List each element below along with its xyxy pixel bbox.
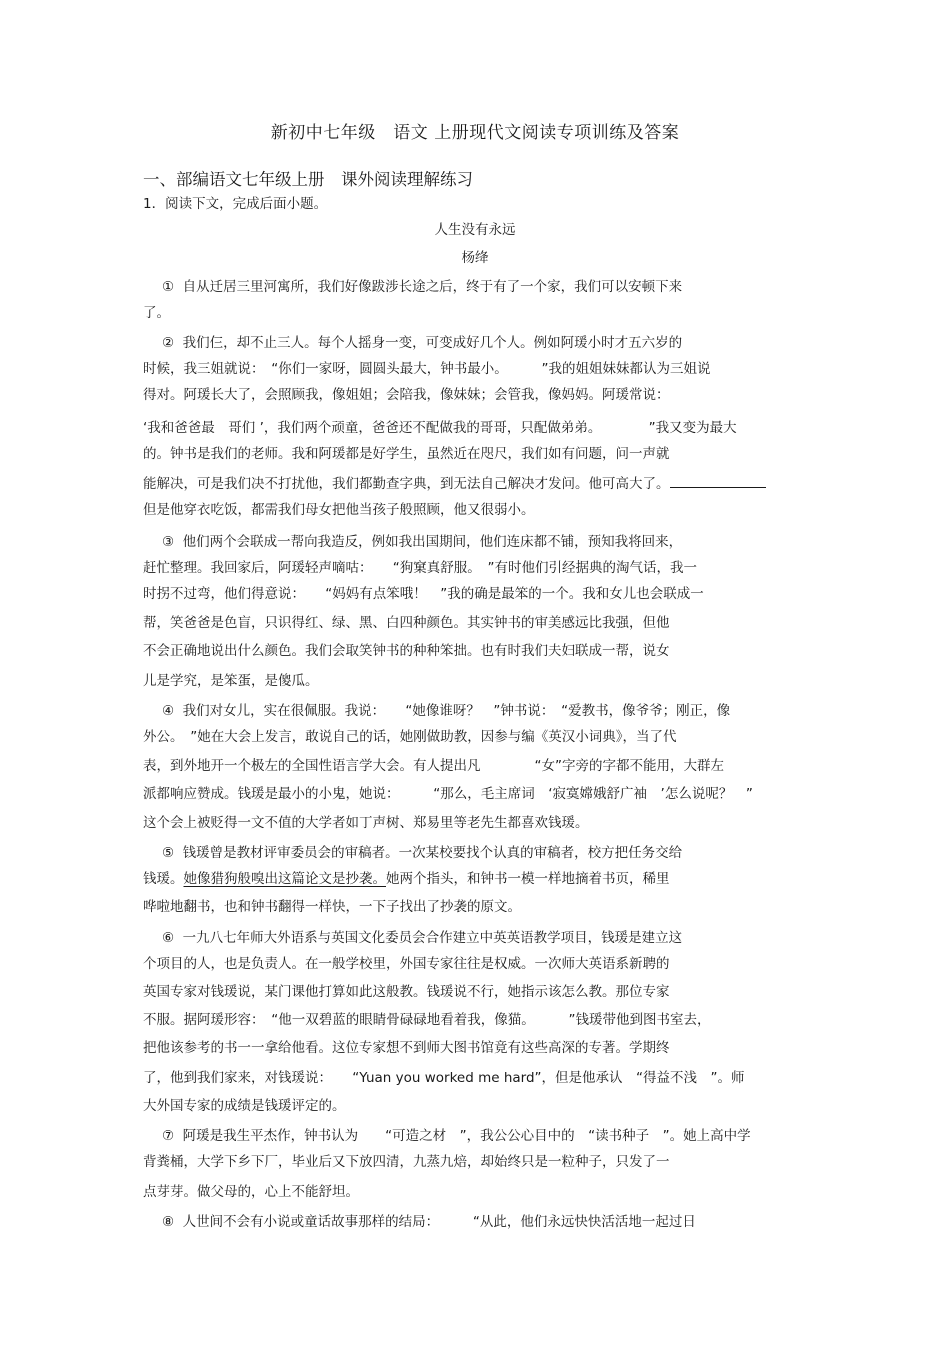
body-line bbox=[162, 929, 682, 947]
body-line bbox=[143, 757, 724, 775]
body-line bbox=[143, 419, 737, 437]
body-line bbox=[143, 785, 753, 803]
section-heading: 一、部编语文七年级上册 课外阅读理解练习 bbox=[143, 170, 473, 189]
body-line bbox=[143, 870, 670, 888]
document-title: 新初中七年级 语文 上册现代文阅读专项训练及答案 bbox=[270, 123, 680, 143]
body-line-text: ‘我和爸爸最 哥们 ’，我们两个顽童，爸爸还不配做我的哥哥，只配做弟弟。 ”我又变为最大 bbox=[143, 420, 737, 436]
body-line bbox=[143, 955, 670, 973]
body-line-text: 了。 bbox=[143, 305, 170, 321]
body-line bbox=[143, 672, 319, 690]
body-line-text: ⑦ 阿瑗是我生平杰作，钟书认为 “可造之材 ”，我公公心目中的 “读书种子 ”。她上高中学 bbox=[162, 1128, 751, 1144]
body-line bbox=[143, 983, 670, 1001]
body-line-text: 时候，我三姐就说： “你们一家呀，圆圆头最大，钟书最小。 ”我的姐姐妹妹都认为三姐说 bbox=[143, 361, 711, 377]
body-line bbox=[143, 642, 670, 660]
body-line-text: 外公。 ”她在大会上发言，敢说自己的话，她刚做助教，因参与编《英汉小词典》，当了代 bbox=[143, 729, 677, 745]
body-line-text: 得对。阿瑗长大了，会照顾我，像姐姐；会陪我，像妹妹；会管我，像妈妈。阿瑗常说： bbox=[143, 387, 670, 403]
body-line-text: ② 我们仨，却不止三人。每个人摇身一变，可变成好几个人。例如阿瑗小时才五六岁的 bbox=[162, 335, 683, 351]
body-line-text: 帮，笑爸爸是色盲，只识得红、绿、黑、白四种颜色。其实钟书的审美感远比我强，但他 bbox=[143, 615, 670, 631]
body-line bbox=[143, 898, 521, 916]
body-line bbox=[143, 814, 589, 832]
body-line bbox=[143, 360, 711, 378]
body-line bbox=[143, 501, 535, 519]
body-line bbox=[162, 278, 682, 296]
body-line-text: 不服。据阿瑗形容： “他一双碧蓝的眼睛骨碌碌地看着我，像猫。 ”钱瑗带他到图书室去， bbox=[143, 1012, 711, 1028]
body-line-text: 背粪桶，大学下乡下厂，毕业后又下放四清，九蒸九焙，却始终只是一粒种子，只发了一 bbox=[143, 1154, 670, 1170]
body-line bbox=[162, 1213, 696, 1231]
body-line-text: 大外国专家的成绩是钱瑗评定的。 bbox=[143, 1098, 346, 1114]
body-line-text: 儿是学究，是笨蛋，是傻瓜。 bbox=[143, 673, 319, 689]
body-line-text: ⑥ 一九八七年师大外语系与英国文化委员会合作建立中英英语教学项目，钱瑗是建立这 bbox=[162, 930, 683, 946]
body-line bbox=[143, 445, 670, 463]
body-line-text: 时拐不过弯，他们得意说： “妈妈有点笨哦！ ”我的确是最笨的一个。我和女儿也会联成一 bbox=[143, 586, 704, 602]
body-line-text: 赶忙整理。我回家后，阿瑗轻声嘀咕： “狗窠真舒服。 ”有时他们引经据典的淘气话，我一 bbox=[143, 560, 697, 576]
body-line-tail: 她两个指头，和钟书一模一样地摘着书页，稀里 bbox=[386, 871, 670, 887]
question-intro: 1．阅读下文，完成后面小题。 bbox=[143, 196, 328, 212]
body-line bbox=[143, 386, 670, 404]
body-line-text: 点芽芽。做父母的，心上不能舒坦。 bbox=[143, 1184, 359, 1200]
underlined-sentence: 她像猎狗般嗅出这篇论文是抄袭。 bbox=[183, 871, 386, 887]
body-line-text: 派都响应赞成。钱瑗是最小的小鬼，她说： “那么，毛主席词 ‘寂寞嫦娥舒广袖 ’怎么说呢？ ” bbox=[143, 786, 753, 802]
body-line-text: 的。钟书是我们的老师。我和阿瑗都是好学生，虽然近在咫尺，我们如有问题，问一声就 bbox=[143, 446, 670, 462]
body-line-text: 能解决，可是我们决不打扰他，我们都勤查字典，到无法自己解决才发问。他可高大了。 bbox=[143, 476, 670, 492]
body-line bbox=[143, 614, 670, 632]
body-line bbox=[143, 1153, 670, 1171]
body-line-text: 钱瑗。 bbox=[143, 871, 184, 887]
body-line bbox=[143, 728, 677, 746]
body-line bbox=[162, 844, 682, 862]
body-line-text: ⑤ 钱瑗曾是教材评审委员会的审稿者。一次某校要找个认真的审稿者，校方把任务交给 bbox=[162, 845, 683, 861]
body-line-text: ⑧ 人世间不会有小说或童话故事那样的结局： “从此，他们永远快快活活地一起过日 bbox=[162, 1214, 696, 1230]
body-line bbox=[143, 304, 170, 322]
body-line-text: ④ 我们对女儿，实在很佩服。我说： “她像谁呀？ ”钟书说： “爱教书，像爷爷；刚正，像 bbox=[162, 703, 731, 719]
body-line-text: 哗啦地翻书，也和钟书翻得一样快，一下子找出了抄袭的原文。 bbox=[143, 899, 521, 915]
body-line-text: 但是他穿衣吃饭，都需我们母女把他当孩子般照顾，他又很弱小。 bbox=[143, 502, 535, 518]
body-line-text: 这个会上被贬得一文不值的大学者如丁声树、郑易里等老先生都喜欢钱瑗。 bbox=[143, 815, 589, 831]
body-line-text: 了，他到我们家来，对钱瑗说： “Yuan you worked me hard”，但是他承认 “得益不浅 ”。师 bbox=[143, 1070, 745, 1086]
article-title: 人生没有永远 bbox=[434, 222, 516, 238]
body-line bbox=[162, 334, 682, 352]
body-line bbox=[143, 1183, 359, 1201]
body-line-text: ① 自从迁居三里河寓所，我们好像跋涉长途之后，终于有了一个家，我们可以安顿下来 bbox=[162, 279, 683, 295]
answer-blank[interactable] bbox=[670, 475, 766, 488]
body-line bbox=[162, 533, 682, 551]
body-line bbox=[162, 1127, 751, 1145]
body-line-text: 把他该参考的书一一拿给他看。这位专家想不到师大图书馆竟有这些高深的专著。学期终 bbox=[143, 1040, 670, 1056]
body-line bbox=[143, 475, 766, 493]
body-line-text: 不会正确地说出什么颜色。我们会取笑钟书的种种笨拙。也有时我们夫妇联成一帮，说女 bbox=[143, 643, 670, 659]
body-line bbox=[143, 1011, 711, 1029]
body-line bbox=[162, 702, 730, 720]
body-line bbox=[143, 1069, 745, 1087]
body-line-text: ③ 他们两个会联成一帮向我造反，例如我出国期间，他们连床都不铺，预知我将回来， bbox=[162, 534, 683, 550]
body-line-text: 个项目的人，也是负责人。在一般学校里，外国专家往往是权威。一次师大英语系新聘的 bbox=[143, 956, 670, 972]
body-line bbox=[143, 1097, 346, 1115]
body-line bbox=[143, 1039, 670, 1057]
body-line bbox=[143, 585, 704, 603]
body-line-text: 英国专家对钱瑗说，某门课他打算如此这般教。钱瑗说不行，她指示该怎么教。那位专家 bbox=[143, 984, 670, 1000]
body-line-text: 表，到外地开一个极左的全国性语言学大会。有人提出凡 “女”字旁的字都不能用，大群左 bbox=[143, 758, 724, 774]
article-author: 杨绛 bbox=[461, 250, 489, 266]
body-line bbox=[143, 559, 697, 577]
